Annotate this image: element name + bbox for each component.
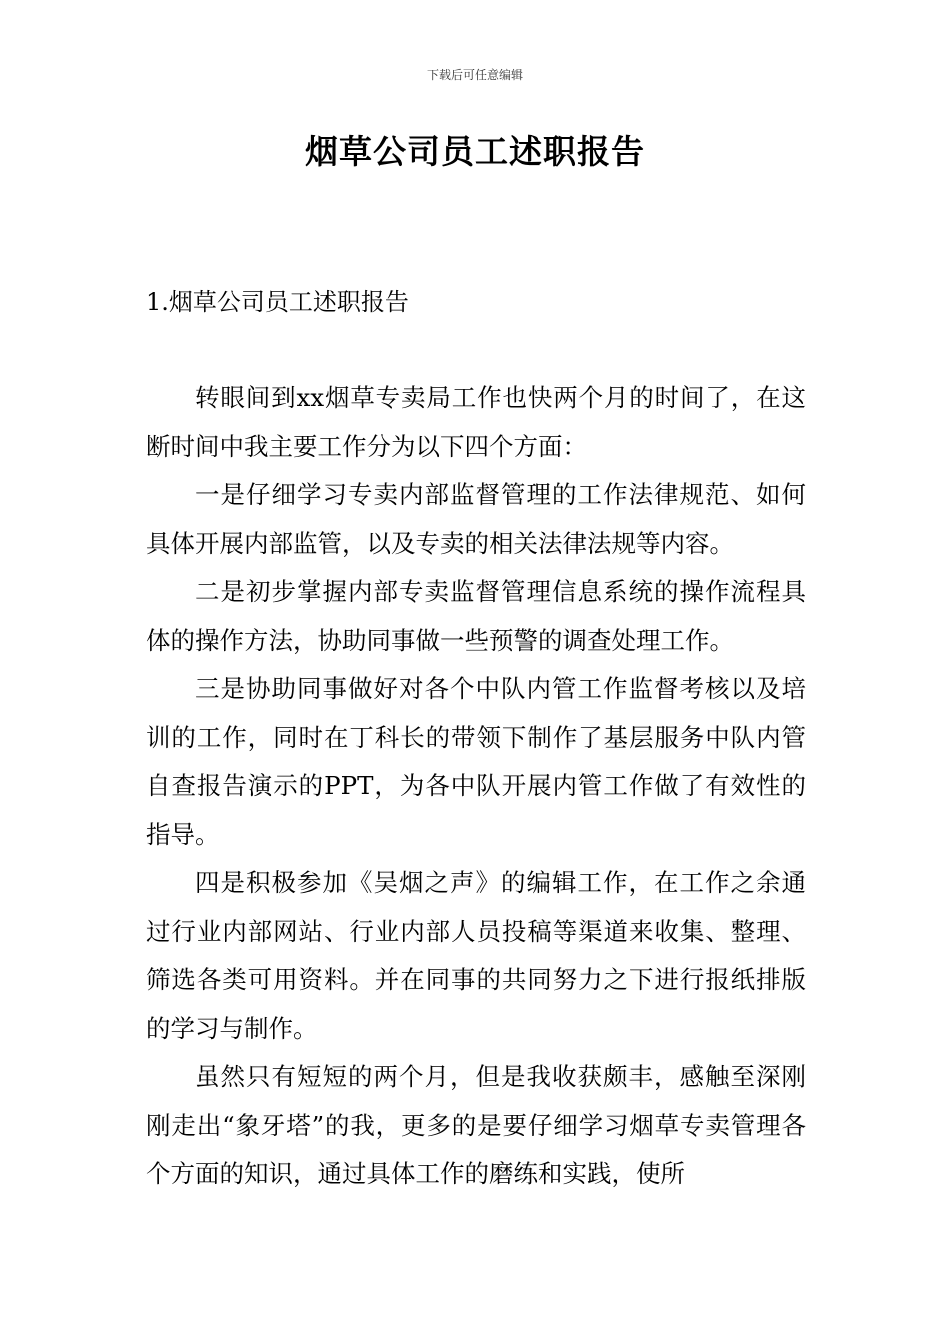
paragraph: 二是初步掌握内部专卖监督管理信息系统的操作流程具体的操作方法，协助同事做一些预警的调查处理工作。 (146, 577, 806, 655)
document-title: 烟草公司员工述职报告 (305, 132, 645, 171)
paragraph: 一是仔细学习专卖内部监督管理的工作法律规范、如何具体开展内部监管，以及专卖的相关法律法规等内容。 (146, 480, 806, 558)
paragraph: 虽然只有短短的两个月，但是我收获颇丰，感触至深刚刚走出“象牙塔”的我，更多的是要仔细学习烟草专卖管理各个方面的知识，通过具体工作的磨练和实践，使所 (146, 1062, 806, 1188)
body-text (146, 374, 806, 1199)
header-note: 下载后可任意编辑 (426, 68, 523, 82)
paragraph: 转眼间到xx烟草专卖局工作也快两个月的时间了，在这断时间中我主要工作分为以下四个方面： (146, 383, 806, 461)
section-heading: 1.烟草公司员工述职报告 (146, 288, 409, 316)
paragraph: 三是协助同事做好对各个中队内管工作监督考核以及培训的工作，同时在丁科长的带领下制作了基层服务中队内管自查报告演示的PPT，为各中队开展内管工作做了有效性的指导。 (146, 674, 806, 849)
paragraph: 四是积极参加《吴烟之声》的编辑工作，在工作之余通过行业内部网站、行业内部人员投稿等渠道来收集、整理、筛选各类可用资料。并在同事的共同努力之下进行报纸排版的学习与制作。 (146, 868, 806, 1043)
